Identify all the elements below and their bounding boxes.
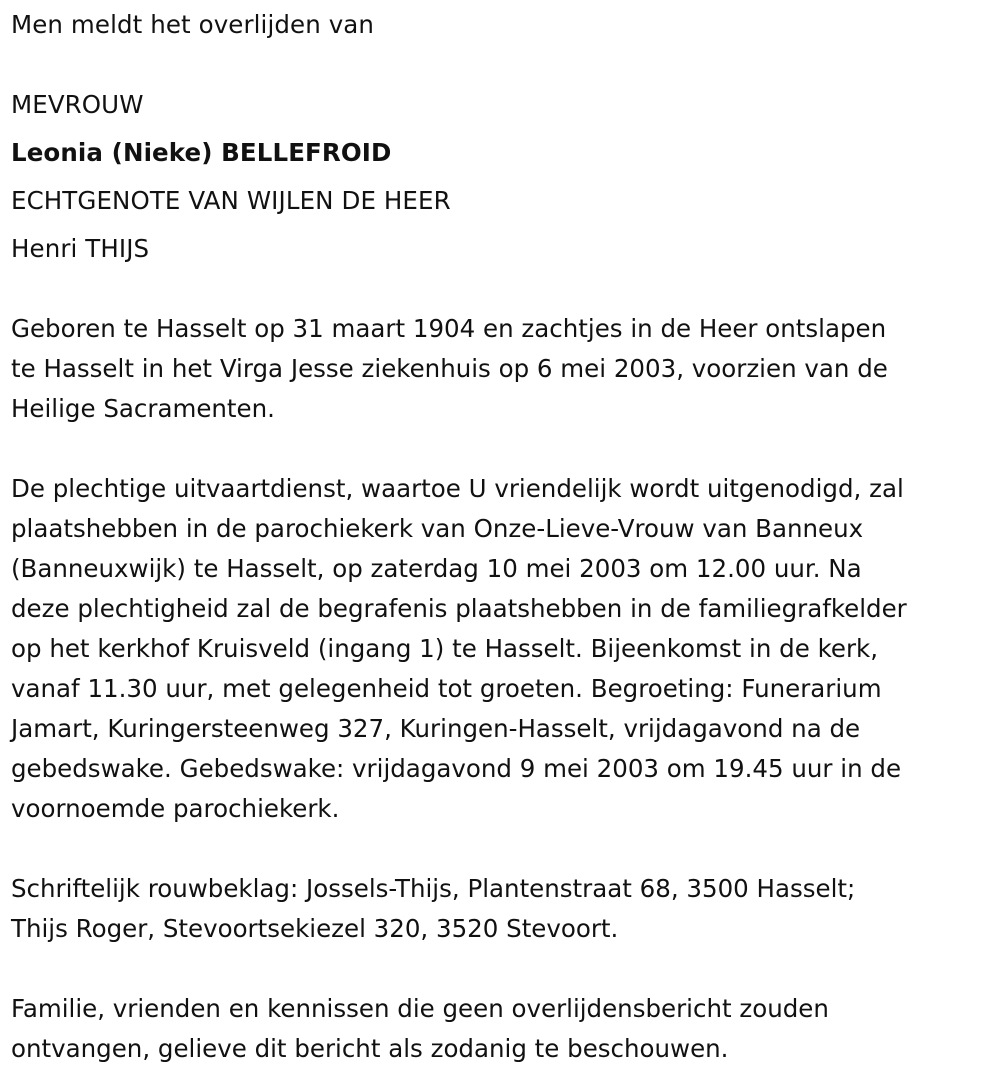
birth-line: Geboren te Hasselt op 31 maart 1904 en zachtjes in de Heer ontslapen <box>11 314 887 343</box>
closing-paragraph <box>11 989 829 1069</box>
service-line: Jamart, Kuringersteenweg 327, Kuringen-Hasselt, vrijdagavond na de <box>11 714 861 743</box>
service-line: voornoemde parochiekerk. <box>11 794 340 823</box>
service-line: vanaf 11.30 uur, met gelegenheid tot groeten. Begroeting: Funerarium <box>11 674 882 703</box>
relation-text: ECHTGENOTE VAN WIJLEN DE HEER <box>11 186 451 215</box>
deceased-name: Leonia (Nieke) BELLEFROID <box>11 138 392 167</box>
closing-line: Familie, vrienden en kennissen die geen overlijdensbericht zouden <box>11 994 829 1023</box>
birth-line: Heilige Sacramenten. <box>11 394 275 423</box>
deceased-title: MEVROUW <box>11 90 144 119</box>
service-paragraph <box>11 469 907 829</box>
service-line: op het kerkhof Kruisveld (ingang 1) te Hasselt. Bijeenkomst in de kerk, <box>11 634 879 663</box>
service-line: De plechtige uitvaartdienst, waartoe U vriendelijk wordt uitgenodigd, zal <box>11 474 904 503</box>
condolence-line: Thijs Roger, Stevoortsekiezel 320, 3520 Stevoort. <box>11 914 619 943</box>
spouse-name: Henri THIJS <box>11 234 150 263</box>
closing-line: ontvangen, gelieve dit bericht als zodanig te beschouwen. <box>11 1034 729 1063</box>
condolence-paragraph <box>11 869 855 949</box>
condolence-line: Schriftelijk rouwbeklag: Jossels-Thijs, Plantenstraat 68, 3500 Hasselt; <box>11 874 856 903</box>
service-line: (Banneuxwijk) te Hasselt, op zaterdag 10 mei 2003 om 12.00 uur. Na <box>11 554 862 583</box>
birth-line: te Hasselt in het Virga Jesse ziekenhuis op 6 mei 2003, voorzien van de <box>11 354 888 383</box>
service-line: deze plechtigheid zal de begrafenis plaatshebben in de familiegrafkelder <box>11 594 907 623</box>
service-line: plaatshebben in de parochiekerk van Onze-Lieve-Vrouw van Banneux <box>11 514 864 543</box>
service-line: gebedswake. Gebedswake: vrijdagavond 9 mei 2003 om 19.45 uur in de <box>11 754 902 783</box>
intro-text: Men meldt het overlijden van <box>11 10 375 39</box>
birth-paragraph <box>11 309 888 429</box>
